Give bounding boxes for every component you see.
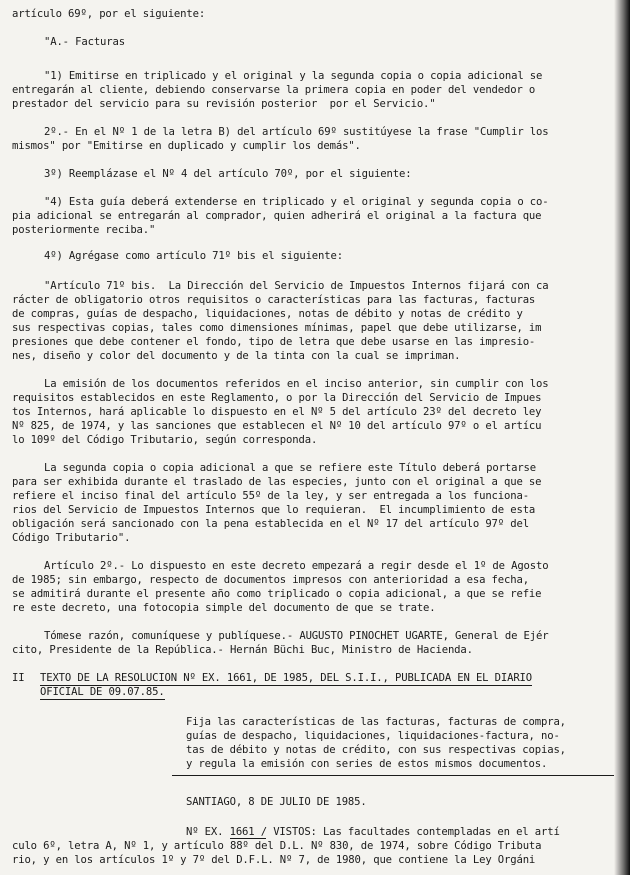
text-line: Código Tributario". (12, 532, 131, 544)
number-underline (230, 838, 266, 839)
text-line: La emisión de los documentos referidos en el inciso anterior, sin cumplir con los (44, 378, 549, 390)
text-line: mismos" por "Emitirse en duplicado y cumplir los demás". (12, 140, 361, 152)
text-line: La segunda copia o copia adicional a que se refiere este Título deberá portarse (44, 462, 537, 474)
text-line: "Artículo 71º bis. La Dirección del Servicio de Impuestos Internos fijará con ca (44, 280, 549, 292)
summary-rule (172, 775, 614, 776)
text-line: cito, Presidente de la República.- Hernán Büchi Buc, Ministro de Hacienda. (12, 644, 473, 656)
text-line: rio, y en los artículos 1º y 7º del D.F.L. Nº 7, de 1980, que contiene la Ley Orgáni (12, 854, 536, 866)
text-line: sus respectivas copias, tales como dimensiones mínimas, papel que debe utilizarse, im (12, 322, 542, 334)
text-line: Artículo 2º.- Lo dispuesto en este decreto empezará a regir desde el 1º de Agosto (44, 560, 549, 572)
text-line: prestador del servicio para su revisión posterior por el Servicio." (12, 98, 436, 110)
date-line: SANTIAGO, 8 DE JULIO DE 1985. (186, 796, 367, 808)
text-line: tos Internos, hará aplicable lo dispuesto en el Nº 5 del artículo 23º del decreto ley (12, 406, 542, 418)
text-line: rios del Servicio de Impuestos Internos que lo requieran. El incumplimiento de esta (12, 504, 536, 516)
text-line: "A.- Facturas (44, 36, 125, 48)
text-line: 4º) Agrégase como artículo 71º bis el siguiente: (44, 250, 343, 262)
scanned-page-edge (614, 0, 630, 875)
text-line: de compras, guías de despacho, liquidaciones, notas de débito y notas de crédito y (12, 308, 523, 320)
text-line: 2º.- En el Nº 1 de la letra B) del artículo 69º sustitúyese la frase "Cumplir los (44, 126, 549, 138)
text-line: nes, diseño y color del documento y de la tinta con la cual se impriman. (12, 350, 461, 362)
summary-line: tas de débito y notas de crédito, con sus respectivas copias, (186, 744, 566, 756)
text-line: re este decreto, una fotocopia simple del documento de que se trate. (12, 602, 436, 614)
summary-line: Fija las características de las facturas, facturas de compra, (186, 716, 566, 728)
text-line: para ser exhibida durante el traslado de las especies, junto con el original a que se (12, 476, 542, 488)
text-line: refiere el inciso final del artículo 55º de la ley, y ser entregada a los funciona- (12, 490, 529, 502)
text-line: Tómese razón, comuníquese y publíquese.- AUGUSTO PINOCHET UGARTE, General de Ejér (44, 630, 549, 642)
section-heading: TEXTO DE LA RESOLUCION Nº EX. 1661, DE 1985, DEL S.I.I., PUBLICADA EN EL DIARIO (40, 672, 533, 684)
text-line: posteriormente reciba." (12, 224, 156, 236)
text-line: se admitirá durante el presente año como triplicado o copia adicional, a que se refie (12, 588, 542, 600)
text-line: pia adicional se entregarán al comprador, quien adherirá el original a la factura que (12, 210, 542, 222)
text-line: 3º) Reemplázase el Nº 4 del artículo 70º, por el siguiente: (44, 168, 412, 180)
text-line: rácter de obligatorio otros requisitos o características para las facturas, facturas (12, 294, 536, 306)
text-line: entregarán al cliente, debiendo conservarse la primera copia en poder del vendedor o (12, 84, 536, 96)
text-line: presiones que debe contener el fondo, tipo de letra que debe usarse en las impresio- (12, 336, 536, 348)
text-line: de 1985; sin embargo, respecto de documentos impresos con anterioridad a esa fecha, (12, 574, 529, 586)
text-line: culo 6º, letra A, Nº 1, y artículo 88º del D.L. Nº 830, de 1974, sobre Código Tributa (12, 840, 542, 852)
text-line: lo 109º del Código Tributario, según corresponda. (12, 434, 318, 446)
section-heading: OFICIAL DE 09.07.85. (40, 686, 165, 698)
text-line: Nº 825, de 1974, y las sanciones que establecen el Nº 10 del artículo 97º o el artícu (12, 420, 542, 432)
text-line: Nº EX. 1661 / VISTOS: Las facultades contempladas en el artí (186, 826, 560, 838)
text-line: "1) Emitirse en triplicado y el original y la segunda copia o copia adicional se (44, 70, 543, 82)
summary-line: y regula la emisión con series de estos mismos documentos. (186, 758, 548, 770)
text-line: artículo 69º, por el siguiente: (12, 8, 206, 20)
text-line: requisitos establecidos en este Reglamento, o por la Dirección del Servicio de Impues (12, 392, 542, 404)
text-line: obligación será sancionado con la pena establecida en el Nº 17 del artículo 97º del (12, 518, 529, 530)
summary-line: guías de despacho, liquidaciones, liquidaciones-factura, no- (186, 730, 560, 742)
section-number: II (12, 672, 25, 684)
text-line: "4) Esta guía deberá extenderse en triplicado y el original y segunda copia o co- (44, 196, 549, 208)
